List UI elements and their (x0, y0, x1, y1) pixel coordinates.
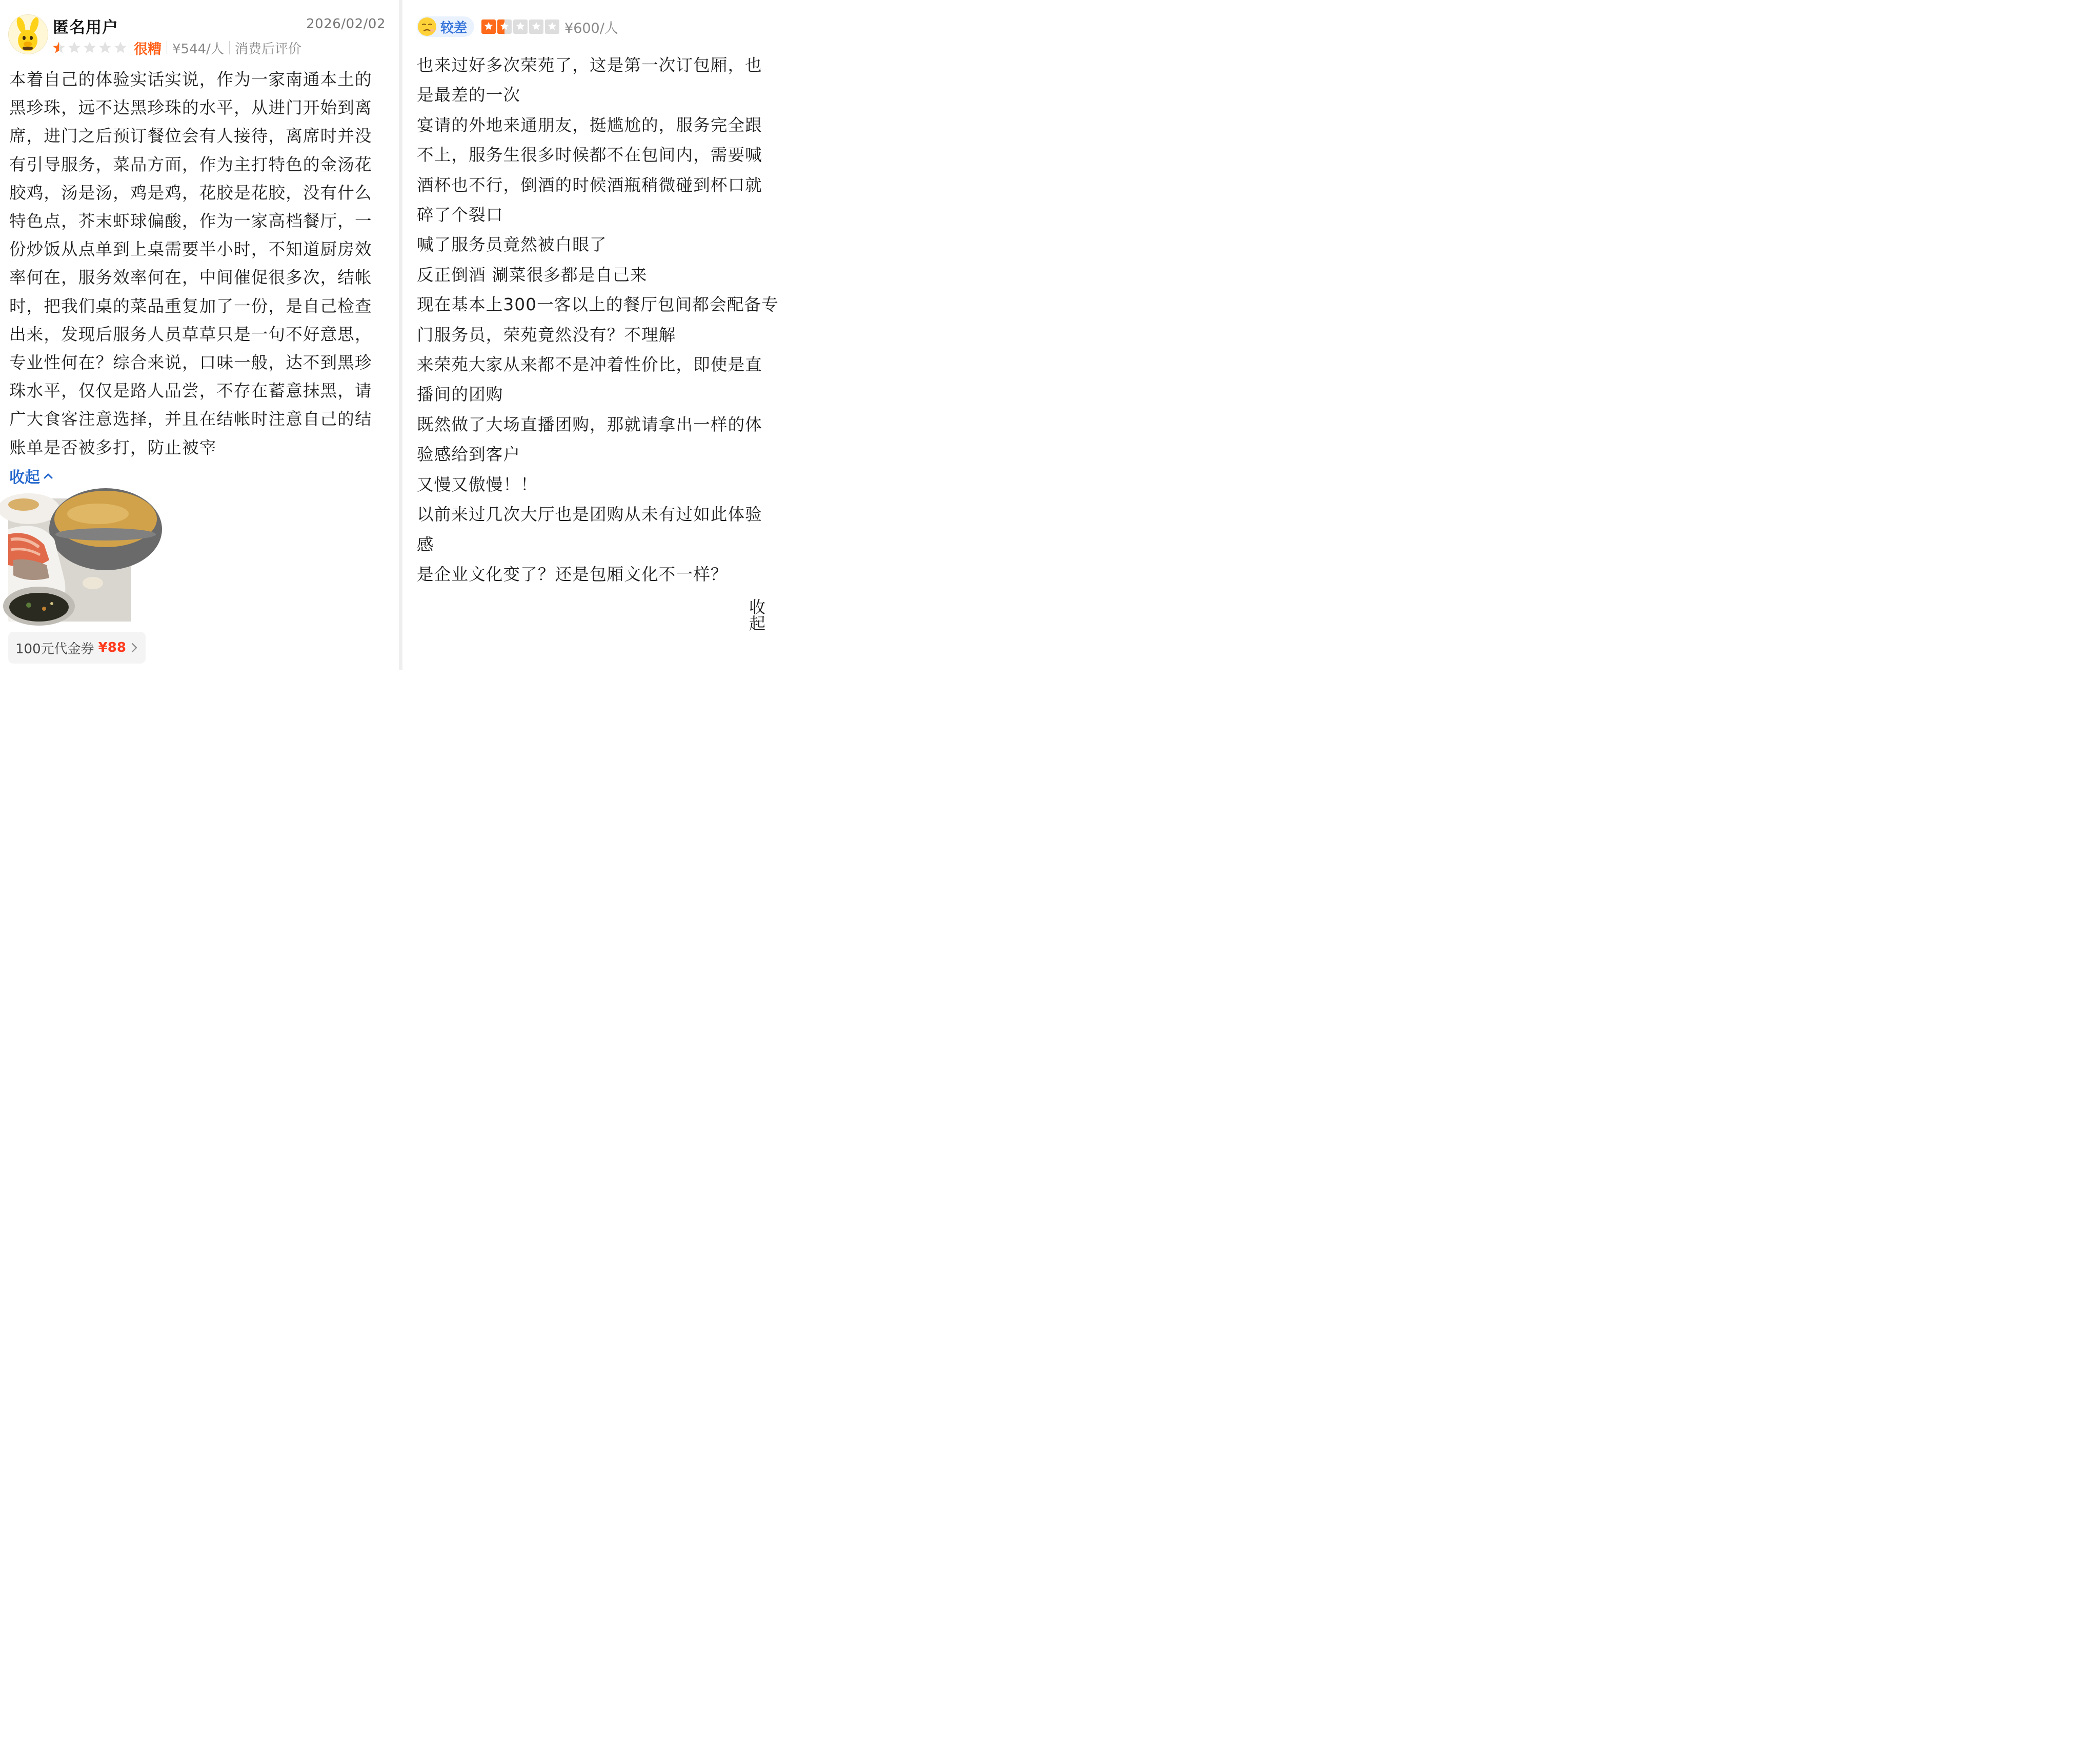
review-line: 是最差的一次 (417, 85, 521, 105)
filled-star-box-icon (481, 19, 496, 34)
username[interactable]: 匿名用户 (53, 18, 118, 37)
review-line: 份炒饭从点单到上桌需要半小时，不知道厨房效 (9, 239, 372, 259)
review-line: 席，进门之后预订餐位会有人接待，离席时并没 (9, 126, 372, 146)
right-review-card (402, 0, 801, 670)
review-line: 宴请的外地来通朋友，挺尴尬的，服务完全跟 (417, 115, 763, 135)
review-line: 也来过好多次荣苑了，这是第一次订包厢，也 (417, 55, 763, 75)
mood-badge (417, 16, 474, 37)
review-line: 黑珍珠，远不达黑珍珠的水平，从进门开始到离 (9, 98, 372, 118)
empty-star-box-icon (529, 19, 543, 34)
food-photo-image (8, 498, 131, 622)
review-line: 现在基本上300一客以上的餐厅包间都会配备专 (417, 295, 779, 315)
price-per-person: ¥544/人 (172, 41, 224, 57)
review-line: 率何在，服务效率何在，中间催促很多次，结帐 (9, 268, 372, 288)
review-line: 酒杯也不行，倒酒的时候酒瓶稍微碰到杯口就 (417, 175, 763, 195)
review-date: 2026/02/02 (306, 16, 386, 32)
review-line: 专业性何在？综合来说，口味一般，达不到黑珍 (9, 353, 372, 373)
empty-star-box-icon (513, 19, 528, 34)
empty-star-box-icon (545, 19, 559, 34)
star-rating (481, 19, 559, 34)
review-line: 账单是否被多打，防止被宰 (9, 437, 217, 457)
review-type: 消费后评价 (234, 41, 301, 57)
chevron-right-icon (131, 643, 137, 653)
review-line: 有引导服务，菜品方面，作为主打特色的金汤花 (9, 154, 372, 174)
half-star-icon (52, 41, 66, 55)
review-line: 本着自己的体验实话实说，作为一家南通本土的 (9, 70, 372, 89)
review-line: 特色点，芥末虾球偏酸，作为一家高档餐厅，一 (9, 211, 372, 231)
mood-label: 较差 (440, 20, 468, 36)
user-avatar[interactable] (8, 14, 48, 54)
review-line: 以前来过几次大厅也是团购从未有过如此体验 (417, 505, 763, 525)
star-rating (52, 41, 128, 55)
review-body (9, 66, 386, 462)
collapse-label: 收起 (9, 469, 40, 487)
empty-star-icon (113, 41, 128, 55)
empty-star-icon (83, 41, 97, 55)
divider (229, 41, 230, 54)
rating-row (417, 16, 618, 37)
panel-divider (399, 0, 402, 670)
review-line: 验感给到客户 (417, 445, 521, 465)
coupon-price: ¥88 (98, 640, 126, 655)
coupon-label: 100元代金券 (15, 641, 94, 657)
coupon-button[interactable] (8, 632, 146, 664)
empty-star-icon (98, 41, 112, 55)
review-line: 不上，服务生很多时候都不在包间内，需要喊 (417, 145, 763, 165)
review-line: 既然做了大场直播团购，那就请拿出一样的体 (417, 414, 763, 434)
review-line: 广大食客注意选择，并且在结帐时注意自己的结 (9, 409, 372, 429)
review-line: 碎了个裂口 (417, 205, 503, 225)
price-per-person: ¥600/人 (564, 20, 618, 36)
review-line: 又慢又傲慢！！ (417, 474, 538, 494)
rating-row (52, 39, 301, 56)
mascot-avatar-icon (9, 15, 48, 54)
chevron-up-icon (43, 472, 53, 479)
cut-off-collapse-label: 收起 (749, 597, 766, 633)
review-body (417, 50, 796, 589)
collapse-button[interactable] (9, 465, 53, 487)
review-line: 反正倒酒 涮菜很多都是自己来 (417, 265, 648, 285)
review-line: 喊了服务员竟然被白眼了 (417, 235, 607, 255)
left-review-card (0, 0, 399, 670)
review-line: 时，把我们桌的菜品重复加了一份，是自己检查 (9, 296, 372, 316)
review-line: 门服务员，荣苑竟然没有？不理解 (417, 325, 676, 345)
review-line: 是企业文化变了？还是包厢文化不一样？ (417, 564, 728, 584)
review-line: 出来，发现后服务人员草草只是一句不好意思， (9, 324, 372, 344)
review-line: 珠水平，仅仅是路人品尝，不存在蓄意抹黑，请 (9, 381, 372, 401)
half-star-box-icon (497, 19, 512, 34)
rating-label: 很糟 (134, 41, 161, 57)
review-line: 来荣苑大家从来都不是冲着性价比，即使是直 (417, 355, 763, 375)
empty-star-icon (67, 41, 82, 55)
review-line: 播间的团购 (417, 385, 503, 405)
review-line: 感 (417, 534, 434, 554)
sad-face-icon (417, 16, 437, 37)
review-line: 胶鸡，汤是汤，鸡是鸡，花胶是花胶，没有什么 (9, 183, 372, 203)
review-photo[interactable] (8, 498, 131, 622)
